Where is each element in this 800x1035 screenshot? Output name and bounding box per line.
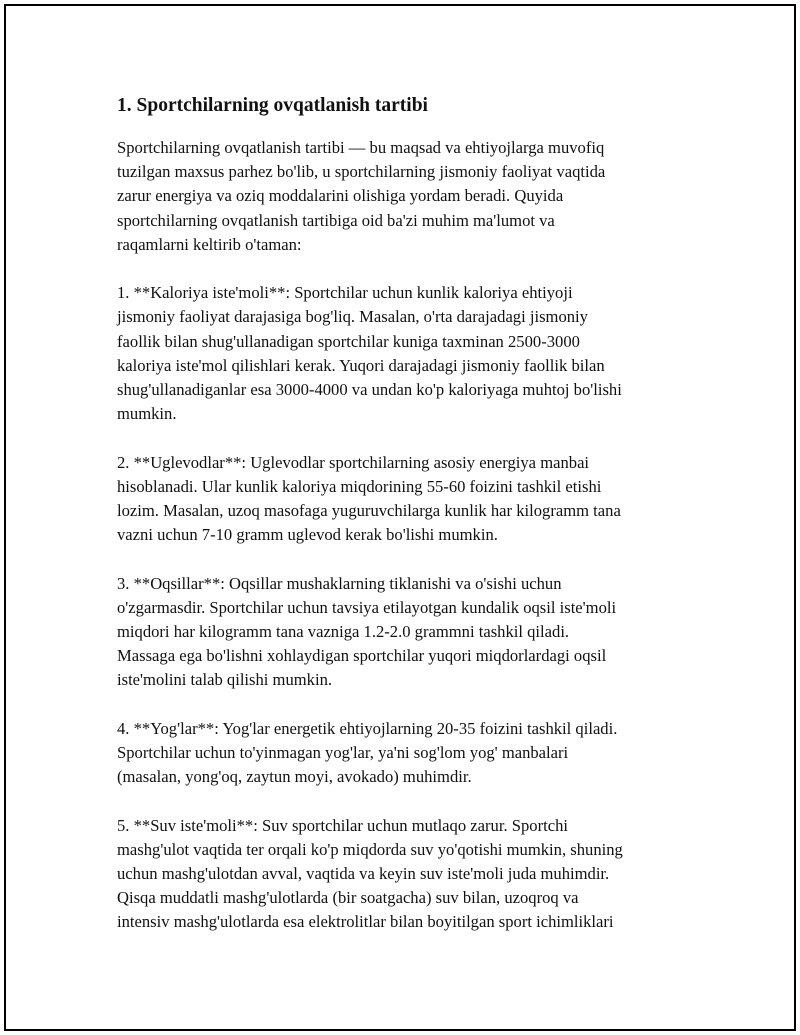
text-line: faollik bilan shug'ullanadigan sportchilar kuniga taxminan 2500-3000 — [117, 331, 580, 351]
text-line: iste'molini talab qilishi mumkin. — [117, 670, 333, 690]
text-line: lozim. Masalan, uzoq masofaga yuguruvchilarga kunlik har kilogramm tana — [117, 501, 621, 521]
text-line: 1. **Kaloriya iste'moli**: Sportchilar uchun kunlik kaloriya ehtiyoji — [117, 283, 573, 303]
text-line: sportchilarning ovqatlanish tartibiga oid ba'zi muhim ma'lumot va — [117, 210, 555, 230]
text-line: zarur energiya va oziq moddalarini olishiga yordam beradi. Quyida — [117, 186, 564, 206]
text-line: shug'ullanadiganlar esa 3000-4000 va undan ko'p kaloriyaga muhtoj bo'lishi — [117, 380, 622, 400]
text-line: Sportchilar uchun to'yinmagan yog'lar, ya'ni sog'lom yog' manbalari — [117, 743, 569, 763]
text-line: 5. **Suv iste'moli**: Suv sportchilar uchun mutlaqo zarur. Sportchi — [117, 815, 568, 835]
text-line: Massaga ega bo'lishni xohlaydigan sportchilar yuqori miqdorlardagi oqsil — [117, 646, 607, 666]
calorie-paragraph — [117, 281, 682, 426]
text-line: miqdori har kilogramm tana vazniga 1.2-2.0 grammni tashkil qiladi. — [117, 622, 570, 642]
text-line: raqamlarni keltirib o'taman: — [117, 234, 302, 254]
text-line: mashg'ulot vaqtida ter orqali ko'p miqdorda suv yo'qotishi mumkin, shuning — [117, 839, 623, 859]
fats-paragraph — [117, 717, 682, 790]
text-line: 4. **Yog'lar**: Yog'lar energetik ehtiyojlarning 20-35 foizini tashkil qiladi. — [117, 718, 618, 738]
document-title: 1. Sportchilarning ovqatlanish tartibi — [117, 95, 428, 116]
text-line: vazni uchun 7-10 gramm uglevod kerak bo'lishi mumkin. — [117, 525, 498, 545]
intro-paragraph — [117, 136, 682, 257]
text-line: intensiv mashg'ulotlarda esa elektrolitlar bilan boyitilgan sport ichimliklari — [117, 912, 614, 932]
text-line: (masalan, yong'oq, zaytun moyi, avokado) muhimdir. — [117, 767, 472, 787]
text-line: Qisqa muddatli mashg'ulotlarda (bir soatgacha) suv bilan, uzoqroq va — [117, 888, 579, 908]
text-line: o'zgarmasdir. Sportchilar uchun tavsiya etilayotgan kundalik oqsil iste'moli — [117, 597, 617, 617]
text-line: uchun mashg'ulotdan avval, vaqtida va keyin suv iste'moli juda muhimdir. — [117, 864, 610, 884]
text-line: jismoniy faoliyat darajasiga bog'liq. Masalan, o'rta darajadagi jismoniy — [117, 307, 588, 327]
text-line: hisoblanadi. Ular kunlik kaloriya miqdorining 55-60 foizini tashkil etishi — [117, 476, 602, 496]
text-line: 3. **Oqsillar**: Oqsillar mushaklarning tiklanishi va o'sishi uchun — [117, 573, 562, 593]
document-body — [117, 94, 682, 959]
water-paragraph — [117, 814, 682, 935]
carbohydrates-paragraph — [117, 451, 682, 548]
proteins-paragraph — [117, 572, 682, 693]
text-line: Sportchilarning ovqatlanish tartibi — bu maqsad va ehtiyojlarga muvofiq — [117, 138, 605, 157]
text-line: mumkin. — [117, 404, 177, 424]
text-line: tuzilgan maxsus parhez bo'lib, u sportchilarning jismoniy faoliyat vaqtida — [117, 162, 606, 182]
text-line: 2. **Uglevodlar**: Uglevodlar sportchilarning asosiy energiya manbai — [117, 452, 590, 472]
text-line: kaloriya iste'mol qilishlari kerak. Yuqori darajadagi jismoniy faollik bilan — [117, 355, 605, 375]
